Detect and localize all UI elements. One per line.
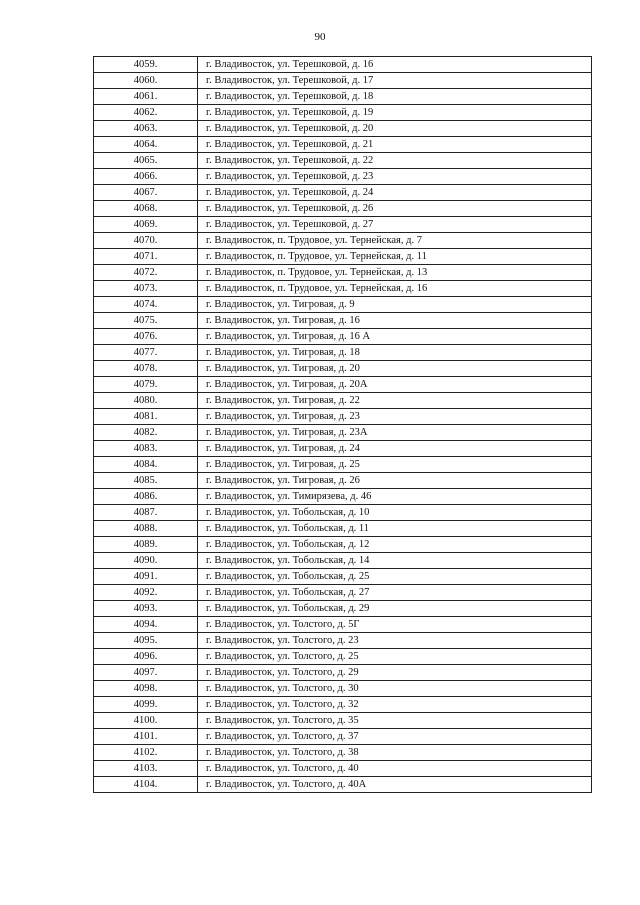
table-row	[94, 473, 592, 489]
table-row	[94, 169, 592, 185]
row-address: г. Владивосток, ул. Терешковой, д. 22	[198, 153, 592, 169]
row-address: г. Владивосток, ул. Тобольская, д. 25	[198, 569, 592, 585]
table-row	[94, 489, 592, 505]
row-number: 4074.	[94, 297, 198, 313]
address-table	[93, 56, 592, 793]
row-address: г. Владивосток, ул. Тигровая, д. 9	[198, 297, 592, 313]
row-number: 4099.	[94, 697, 198, 713]
row-address: г. Владивосток, ул. Тобольская, д. 11	[198, 521, 592, 537]
table-row	[94, 681, 592, 697]
row-number: 4073.	[94, 281, 198, 297]
row-number: 4093.	[94, 601, 198, 617]
row-address: г. Владивосток, ул. Толстого, д. 30	[198, 681, 592, 697]
row-address: г. Владивосток, ул. Толстого, д. 25	[198, 649, 592, 665]
table-row	[94, 281, 592, 297]
row-number: 4080.	[94, 393, 198, 409]
table-row	[94, 441, 592, 457]
row-address: г. Владивосток, ул. Толстого, д. 29	[198, 665, 592, 681]
row-address: г. Владивосток, ул. Толстого, д. 32	[198, 697, 592, 713]
row-address: г. Владивосток, ул. Терешковой, д. 27	[198, 217, 592, 233]
row-number: 4084.	[94, 457, 198, 473]
row-number: 4064.	[94, 137, 198, 153]
table-row	[94, 345, 592, 361]
table-row	[94, 601, 592, 617]
table-row	[94, 425, 592, 441]
table-row	[94, 665, 592, 681]
row-number: 4101.	[94, 729, 198, 745]
row-number: 4104.	[94, 777, 198, 793]
row-number: 4100.	[94, 713, 198, 729]
table-row	[94, 697, 592, 713]
row-number: 4062.	[94, 105, 198, 121]
table-row	[94, 729, 592, 745]
row-address: г. Владивосток, ул. Тигровая, д. 25	[198, 457, 592, 473]
row-address: г. Владивосток, ул. Терешковой, д. 16	[198, 57, 592, 73]
row-number: 4066.	[94, 169, 198, 185]
table-row	[94, 89, 592, 105]
row-address: г. Владивосток, ул. Тигровая, д. 20	[198, 361, 592, 377]
row-address: г. Владивосток, ул. Терешковой, д. 18	[198, 89, 592, 105]
row-number: 4096.	[94, 649, 198, 665]
table-row	[94, 57, 592, 73]
row-number: 4068.	[94, 201, 198, 217]
row-number: 4070.	[94, 233, 198, 249]
table-row	[94, 393, 592, 409]
row-number: 4067.	[94, 185, 198, 201]
table-row	[94, 777, 592, 793]
table-row	[94, 649, 592, 665]
row-number: 4085.	[94, 473, 198, 489]
table-row	[94, 153, 592, 169]
row-address: г. Владивосток, ул. Тигровая, д. 26	[198, 473, 592, 489]
row-address: г. Владивосток, ул. Терешковой, д. 21	[198, 137, 592, 153]
row-address: г. Владивосток, ул. Тигровая, д. 16	[198, 313, 592, 329]
table-row	[94, 121, 592, 137]
table-row	[94, 137, 592, 153]
row-number: 4083.	[94, 441, 198, 457]
row-number: 4089.	[94, 537, 198, 553]
table-row	[94, 201, 592, 217]
table-row	[94, 457, 592, 473]
row-address: г. Владивосток, ул. Тобольская, д. 10	[198, 505, 592, 521]
row-number: 4098.	[94, 681, 198, 697]
row-address: г. Владивосток, ул. Терешковой, д. 24	[198, 185, 592, 201]
row-address: г. Владивосток, ул. Терешковой, д. 20	[198, 121, 592, 137]
row-address: г. Владивосток, ул. Тобольская, д. 14	[198, 553, 592, 569]
table-row	[94, 249, 592, 265]
row-number: 4072.	[94, 265, 198, 281]
row-address: г. Владивосток, п. Трудовое, ул. Тернейская, д. 7	[198, 233, 592, 249]
row-number: 4082.	[94, 425, 198, 441]
table-row	[94, 585, 592, 601]
row-address: г. Владивосток, ул. Тигровая, д. 20А	[198, 377, 592, 393]
table-row	[94, 617, 592, 633]
table-row	[94, 233, 592, 249]
row-address: г. Владивосток, ул. Тигровая, д. 23	[198, 409, 592, 425]
table-row	[94, 105, 592, 121]
address-table-body	[94, 57, 592, 793]
row-number: 4071.	[94, 249, 198, 265]
table-row	[94, 329, 592, 345]
table-row	[94, 409, 592, 425]
row-address: г. Владивосток, ул. Толстого, д. 23	[198, 633, 592, 649]
row-number: 4069.	[94, 217, 198, 233]
row-address: г. Владивосток, ул. Толстого, д. 5Г	[198, 617, 592, 633]
row-number: 4086.	[94, 489, 198, 505]
row-address: г. Владивосток, ул. Тигровая, д. 24	[198, 441, 592, 457]
table-row	[94, 361, 592, 377]
row-number: 4088.	[94, 521, 198, 537]
row-number: 4102.	[94, 745, 198, 761]
row-address: г. Владивосток, ул. Толстого, д. 35	[198, 713, 592, 729]
table-row	[94, 377, 592, 393]
table-row	[94, 521, 592, 537]
row-number: 4081.	[94, 409, 198, 425]
row-number: 4075.	[94, 313, 198, 329]
row-address: г. Владивосток, ул. Тобольская, д. 12	[198, 537, 592, 553]
row-address: г. Владивосток, ул. Тигровая, д. 18	[198, 345, 592, 361]
row-number: 4063.	[94, 121, 198, 137]
row-address: г. Владивосток, ул. Толстого, д. 37	[198, 729, 592, 745]
table-row	[94, 761, 592, 777]
row-address: г. Владивосток, п. Трудовое, ул. Тернейская, д. 16	[198, 281, 592, 297]
row-address: г. Владивосток, ул. Толстого, д. 40	[198, 761, 592, 777]
table-row	[94, 313, 592, 329]
row-address: г. Владивосток, ул. Терешковой, д. 26	[198, 201, 592, 217]
row-number: 4065.	[94, 153, 198, 169]
row-number: 4059.	[94, 57, 198, 73]
row-address: г. Владивосток, ул. Тигровая, д. 22	[198, 393, 592, 409]
row-address: г. Владивосток, ул. Терешковой, д. 17	[198, 73, 592, 89]
row-address: г. Владивосток, ул. Терешковой, д. 23	[198, 169, 592, 185]
row-number: 4097.	[94, 665, 198, 681]
row-number: 4076.	[94, 329, 198, 345]
table-row	[94, 297, 592, 313]
row-number: 4092.	[94, 585, 198, 601]
row-address: г. Владивосток, ул. Тимирязева, д. 46	[198, 489, 592, 505]
row-number: 4060.	[94, 73, 198, 89]
row-number: 4091.	[94, 569, 198, 585]
row-number: 4087.	[94, 505, 198, 521]
row-address: г. Владивосток, ул. Тигровая, д. 16 А	[198, 329, 592, 345]
table-row	[94, 713, 592, 729]
row-address: г. Владивосток, п. Трудовое, ул. Тернейская, д. 13	[198, 265, 592, 281]
row-number: 4077.	[94, 345, 198, 361]
row-address: г. Владивосток, ул. Терешковой, д. 19	[198, 105, 592, 121]
table-row	[94, 569, 592, 585]
row-address: г. Владивосток, ул. Толстого, д. 38	[198, 745, 592, 761]
row-number: 4061.	[94, 89, 198, 105]
table-row	[94, 265, 592, 281]
row-address: г. Владивосток, ул. Толстого, д. 40А	[198, 777, 592, 793]
table-row	[94, 633, 592, 649]
table-row	[94, 537, 592, 553]
page-number: 90	[314, 31, 326, 43]
row-address: г. Владивосток, ул. Тобольская, д. 27	[198, 585, 592, 601]
row-number: 4090.	[94, 553, 198, 569]
table-row	[94, 217, 592, 233]
row-number: 4094.	[94, 617, 198, 633]
row-number: 4079.	[94, 377, 198, 393]
table-row	[94, 553, 592, 569]
row-number: 4103.	[94, 761, 198, 777]
row-address: г. Владивосток, п. Трудовое, ул. Тернейская, д. 11	[198, 249, 592, 265]
row-number: 4095.	[94, 633, 198, 649]
table-row	[94, 185, 592, 201]
table-row	[94, 745, 592, 761]
table-row	[94, 505, 592, 521]
row-number: 4078.	[94, 361, 198, 377]
row-address: г. Владивосток, ул. Тобольская, д. 29	[198, 601, 592, 617]
table-row	[94, 73, 592, 89]
row-address: г. Владивосток, ул. Тигровая, д. 23А	[198, 425, 592, 441]
